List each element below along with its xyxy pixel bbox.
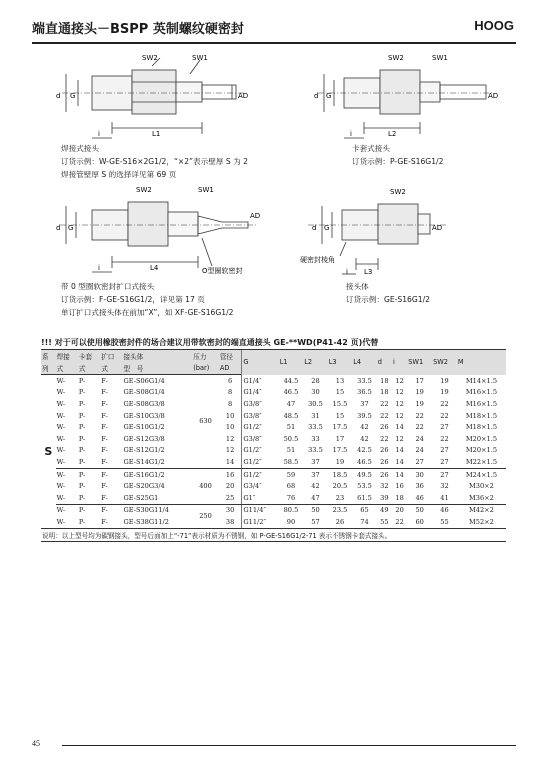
table-cell: 36.5 [357, 388, 372, 397]
table-cell: 51 [286, 423, 296, 432]
table-cell: 16 [225, 470, 235, 479]
table-cell: M36×2 [457, 492, 506, 504]
table-cell: 19 [440, 376, 449, 385]
table-cell: 32 [380, 482, 389, 491]
table-row [41, 387, 506, 399]
table-cell: 47 [286, 399, 296, 408]
table-cell: GE-S08G3/8 [123, 399, 165, 408]
table-cell: 42 [360, 423, 369, 432]
table-cell: 14 [392, 456, 407, 468]
table-cell: 26 [328, 516, 353, 528]
table-cell: 23 [328, 492, 353, 504]
table-cell: 17 [335, 434, 345, 443]
table-cell: 14 [395, 470, 404, 479]
table-cell: M30×2 [469, 482, 494, 491]
table-cell: 15.5 [332, 399, 348, 408]
table-cell: P- [78, 446, 86, 455]
label-g: G [68, 224, 74, 232]
table-cell: 46.5 [283, 388, 299, 397]
table-cell: GE-S38G11/2 [123, 516, 193, 528]
table-cell: 12 [395, 411, 404, 420]
table-cell: 14 [395, 446, 404, 455]
fig3-caption [61, 280, 234, 319]
table-cell: 59 [286, 470, 296, 479]
column-header: 系 [41, 350, 56, 363]
column-header: 型 号 [123, 362, 193, 375]
table-cell: 30 [225, 506, 235, 515]
table-cell: 27 [440, 470, 449, 479]
column-header: 式 [78, 362, 100, 375]
table-cell: 17.5 [332, 446, 348, 455]
table-cell: 49.5 [357, 470, 372, 479]
table-cell: 22 [440, 399, 449, 408]
table-cell: GE-S30G11/4 [123, 506, 169, 515]
page-number: 45 [32, 739, 40, 748]
label-i: i [346, 268, 348, 276]
footer-rule [62, 745, 516, 746]
column-header: L4 [352, 350, 377, 375]
table-cell: 27 [432, 456, 457, 468]
label-g: G [326, 92, 332, 100]
table-row [41, 480, 506, 492]
table-cell: 12 [395, 399, 404, 408]
table-cell: 50 [311, 506, 320, 515]
fig4-order-example: 订货示例：GE-S16G1/2 [346, 295, 430, 304]
fig1-title: 焊接式接头 [61, 144, 99, 153]
label-sw2: SW2 [142, 54, 158, 62]
table-cell: 24 [415, 446, 424, 455]
table-cell: 27 [440, 423, 449, 432]
table-cell: 18 [380, 388, 389, 397]
table-cell: GE-S10G1/2 [123, 423, 165, 432]
table-cell: M18×1.5 [465, 423, 498, 432]
table-cell: 48.5 [283, 411, 299, 420]
column-header: L2 [303, 350, 328, 375]
table-cell: F- [101, 399, 108, 408]
column-header: L3 [328, 350, 353, 375]
table-cell: W- [56, 446, 66, 455]
fig3-order-example: 订货示例：F-GE-S16G1/2，详见第 17 页 [61, 295, 205, 304]
table-cell: M16×1.5 [465, 388, 498, 397]
table-cell: P- [78, 399, 86, 408]
table-cell: W- [56, 470, 66, 479]
column-header: 接头体 [123, 350, 193, 363]
table-cell: W- [56, 516, 78, 528]
table-cell: P- [78, 516, 100, 528]
table-cell: 42 [360, 434, 369, 443]
table-cell: 58.5 [279, 456, 304, 468]
table-cell: F- [101, 411, 108, 420]
table-cell: 31 [311, 411, 320, 420]
table-cell: W- [56, 423, 66, 432]
table-cell: P- [78, 506, 86, 515]
column-header: d [377, 350, 392, 375]
table-cell: 14 [219, 456, 242, 468]
table-cell: 15 [335, 411, 345, 420]
table-cell: 22 [415, 423, 424, 432]
table-cell: 22 [415, 411, 424, 420]
table-cell: G1/4″ [242, 375, 279, 387]
label-i: i [98, 264, 100, 272]
fig3-note: 单订扩口式接头体在前加“X”，如 XF-GE-S16G1/2 [61, 308, 234, 317]
table-row [41, 433, 506, 445]
label-d: d [56, 92, 61, 100]
table-cell: 6 [228, 376, 233, 385]
table-cell: 22 [380, 411, 389, 420]
table-cell: W- [56, 506, 66, 515]
pressure-cell: 250 [192, 504, 219, 528]
table-cell: 12 [395, 376, 404, 385]
table-cell: 27 [407, 456, 432, 468]
recommendation-note: !!! 对于可以使用橡胶密封件的场合建议用带软密封的端直通接头 GE-**WD(P41-42 页)代替 [41, 338, 379, 347]
table-cell: P- [78, 411, 86, 420]
table-cell: 30.5 [308, 399, 323, 408]
table-cell: 33.5 [357, 376, 372, 385]
table-cell: M42×2 [469, 506, 494, 515]
table-cell: 51 [286, 446, 296, 455]
table-cell: M14×1.5 [465, 376, 498, 385]
column-header: 式 [100, 362, 122, 375]
table-cell: 33.5 [308, 423, 323, 432]
table-cell: 10 [225, 423, 235, 432]
table-row [41, 468, 506, 480]
spec-table [41, 349, 506, 542]
table-cell: W- [56, 492, 78, 504]
table-cell: F- [101, 506, 108, 515]
table-cell: 37 [311, 470, 320, 479]
column-header: 列 [41, 362, 56, 375]
table-cell: 68 [286, 482, 296, 491]
diagram-welded-fitting [52, 52, 252, 144]
table-cell: G11/4″ [242, 504, 279, 516]
table-cell: GE-S12G1/2 [123, 446, 165, 455]
table-cell: 28 [311, 376, 320, 385]
table-cell: GE-S08G1/4 [123, 388, 165, 397]
header-rule [32, 42, 516, 44]
label-sw2: SW2 [136, 186, 152, 194]
table-cell: 12 [225, 446, 235, 455]
table-cell: 30 [311, 388, 320, 397]
fig4-title: 接头体 [346, 282, 369, 291]
column-header: 卡套 [78, 350, 100, 363]
label-d: d [314, 92, 319, 100]
column-header: M [457, 350, 506, 375]
table-cell: F- [101, 423, 108, 432]
table-cell: GE-S06G1/4 [123, 376, 165, 385]
table-cell: 30 [415, 470, 424, 479]
table-cell: 60 [407, 516, 432, 528]
table-cell: F- [100, 456, 122, 468]
column-header: SW1 [407, 350, 432, 375]
diagram-flared-oring-fitting [52, 184, 272, 280]
table-cell: G1/2″ [242, 421, 279, 433]
table-cell: 8 [228, 388, 233, 397]
series-cell: S [41, 375, 56, 529]
table-cell: 61.5 [352, 492, 377, 504]
table-cell: M52×2 [457, 516, 506, 528]
table-row [41, 398, 506, 410]
table-cell: 50.5 [283, 434, 299, 443]
label-l3: L3 [364, 268, 373, 276]
table-cell: 90 [279, 516, 304, 528]
table-cell: F- [101, 470, 108, 479]
table-cell: 12 [225, 434, 235, 443]
label-ad: AD [432, 224, 443, 232]
table-cell: G1/2″ [242, 456, 279, 468]
table-cell: 25 [219, 492, 242, 504]
table-cell: G3/8″ [242, 410, 279, 422]
page-title: 端直通接头－BSPP 英制螺纹硬密封 [32, 22, 244, 37]
table-cell: 24 [415, 434, 424, 443]
table-cell: G1/2″ [242, 468, 279, 480]
table-cell: W- [56, 376, 66, 385]
label-g: G [324, 224, 330, 232]
table-cell: M20×1.5 [465, 434, 498, 443]
column-header: (bar) [192, 362, 219, 375]
table-row [41, 445, 506, 457]
table-cell: 39 [377, 492, 392, 504]
table-cell: GE-S12G3/8 [123, 434, 165, 443]
table-cell: F- [101, 482, 108, 491]
table-cell: P- [78, 434, 86, 443]
table-cell: G1″ [242, 492, 279, 504]
table-cell: G3/8″ [242, 433, 279, 445]
table-cell: M20×1.5 [465, 446, 498, 455]
fig1-note: 焊接管壁厚 S 的选择详见第 69 页 [61, 170, 177, 179]
label-sw1: SW1 [192, 54, 208, 62]
table-cell: 20 [395, 506, 404, 515]
fig1-order-example: 订货示例：W-GE-S16×2G1/2，“×2”表示壁厚 S 为 2 [61, 157, 248, 166]
table-cell: 17 [415, 376, 424, 385]
table-cell: W- [56, 434, 66, 443]
label-l4: L4 [150, 264, 159, 272]
column-header: AD [219, 362, 242, 375]
table-cell: 26 [380, 470, 389, 479]
table-cell: 26 [380, 423, 389, 432]
table-cell: 15 [335, 388, 345, 397]
table-row [41, 492, 506, 504]
table-cell: GE-S14G1/2 [123, 456, 193, 468]
label-sw2: SW2 [388, 54, 404, 62]
column-header: i [392, 350, 407, 375]
pressure-cell: 400 [192, 468, 219, 504]
table-cell: 16 [395, 482, 404, 491]
table-cell: 22 [392, 516, 407, 528]
table-cell: 74 [352, 516, 377, 528]
table-cell: 18 [392, 492, 407, 504]
table-cell: F- [101, 376, 108, 385]
label-sw2: SW2 [390, 188, 406, 196]
table-cell: 36 [415, 482, 424, 491]
table-cell: 13 [335, 376, 345, 385]
table-cell: 20.5 [332, 482, 348, 491]
label-g: G [70, 92, 76, 100]
column-header: L1 [279, 350, 304, 375]
label-seal-edge: 硬密封棱角 [300, 256, 335, 264]
table-footnote-row [41, 528, 506, 541]
table-cell: 42.5 [357, 446, 372, 455]
table-cell: 22 [440, 434, 449, 443]
table-cell: 41 [432, 492, 457, 504]
label-i: i [350, 130, 352, 138]
table-cell: 33.5 [308, 446, 323, 455]
table-cell: 19 [415, 388, 424, 397]
table-row [41, 410, 506, 422]
table-cell: P- [78, 492, 100, 504]
table-cell: 22 [380, 434, 389, 443]
diagram-bite-type-fitting [310, 52, 500, 144]
table-cell: W- [56, 399, 66, 408]
label-i: i [98, 130, 100, 138]
table-row [41, 375, 506, 387]
table-cell: 27 [440, 446, 449, 455]
table-cell: 22 [380, 399, 389, 408]
table-cell: 22 [440, 411, 449, 420]
table-cell: W- [56, 456, 78, 468]
table-cell: 49 [380, 506, 389, 515]
fig2-order-example: 订货示例：P-GE-S16G1/2 [352, 157, 444, 166]
table-cell: 76 [279, 492, 304, 504]
table-cell: P- [78, 423, 86, 432]
table-footnote: 说明：以上型号均为碳钢接头，型号后面加上“-71”表示材质为不锈钢，如 P-GE-S16G1/2-71 表示不锈钢卡套式接头。 [41, 528, 506, 541]
table-cell: 37 [360, 399, 369, 408]
table-cell: G11/2″ [242, 516, 279, 528]
table-cell: 32 [440, 482, 449, 491]
table-cell: 39.5 [357, 411, 372, 420]
label-sw1: SW1 [198, 186, 214, 194]
table-cell: 14 [395, 423, 404, 432]
label-l2: L2 [388, 130, 397, 138]
table-cell: F- [101, 388, 108, 397]
table-cell: 47 [303, 492, 328, 504]
table-cell: 46 [440, 506, 449, 515]
table-cell: 65 [360, 506, 369, 515]
table-cell: 57 [303, 516, 328, 528]
pressure-cell: 630 [192, 375, 219, 469]
table-cell: 26 [380, 446, 389, 455]
label-d: d [312, 224, 317, 232]
table-cell: 53.5 [357, 482, 372, 491]
brand-logo-text: HOOG [474, 18, 514, 33]
label-sw1: SW1 [432, 54, 448, 62]
table-cell: 20 [225, 482, 235, 491]
table-row [41, 516, 506, 528]
table-cell: W- [56, 388, 66, 397]
column-header: 扩口 [100, 350, 122, 363]
table-cell: GE-S20G3/4 [123, 482, 165, 491]
table-cell: M18×1.5 [465, 411, 498, 420]
table-header-row-1 [41, 350, 506, 363]
table-cell: M16×1.5 [465, 399, 498, 408]
table-cell: G3/8″ [242, 398, 279, 410]
table-row [41, 504, 506, 516]
table-cell: F- [101, 434, 108, 443]
table-cell: P- [78, 376, 86, 385]
table-cell: 46 [407, 492, 432, 504]
table-cell: GE-S16G1/2 [123, 470, 165, 479]
table-cell: P- [78, 470, 86, 479]
table-cell: G1/4″ [242, 387, 279, 399]
label-d: d [56, 224, 61, 232]
label-ad: AD [238, 92, 249, 100]
table-cell: G1/2″ [242, 445, 279, 457]
column-header: 压力 [192, 350, 219, 363]
table-cell: 55 [432, 516, 457, 528]
column-header: 焊接 [56, 350, 78, 363]
table-cell: 12 [395, 434, 404, 443]
table-cell: 26 [377, 456, 392, 468]
table-cell: F- [100, 492, 122, 504]
table-cell: M24×1.5 [465, 470, 498, 479]
table-cell: 19 [440, 388, 449, 397]
table-cell: GE-S25G1 [123, 492, 193, 504]
table-cell: 46.5 [352, 456, 377, 468]
table-cell: 10 [225, 411, 235, 420]
table-cell: 23.5 [332, 506, 348, 515]
fig3-title: 带 0 型圈软密封扩口式接头 [61, 282, 155, 291]
table-cell: P- [78, 388, 86, 397]
table-cell: 55 [377, 516, 392, 528]
table-cell: 42 [311, 482, 320, 491]
fig2-title: 卡套式接头 [352, 144, 390, 153]
table-cell: 17.5 [332, 423, 348, 432]
fig2-caption [352, 142, 443, 168]
table-cell: F- [101, 446, 108, 455]
label-oring: O型圈软密封 [202, 267, 243, 275]
table-row [41, 456, 506, 468]
table-cell: 8 [228, 399, 233, 408]
table-cell: 50 [415, 506, 424, 515]
label-ad: AD [488, 92, 499, 100]
table-row [41, 421, 506, 433]
fig4-caption [346, 280, 430, 306]
column-header: G [242, 350, 279, 375]
table-cell: G3/4″ [242, 480, 279, 492]
table-cell: 18.5 [332, 470, 348, 479]
table-cell: W- [56, 411, 66, 420]
table-cell: 19 [415, 399, 424, 408]
table-cell: 44.5 [283, 376, 299, 385]
table-cell: 80.5 [283, 506, 299, 515]
column-header: SW2 [432, 350, 457, 375]
table-cell: W- [56, 482, 66, 491]
table-cell: P- [78, 456, 100, 468]
table-cell: 19 [328, 456, 353, 468]
table-cell: P- [78, 482, 86, 491]
label-ad: AD [250, 212, 261, 220]
label-l1: L1 [152, 130, 161, 138]
fig1-caption [61, 142, 248, 181]
table-cell: 12 [395, 388, 404, 397]
table-cell: GE-S10G3/8 [123, 411, 165, 420]
table-cell: 18 [380, 376, 389, 385]
column-header: 式 [56, 362, 78, 375]
table-cell: M22×1.5 [457, 456, 506, 468]
table-cell: 37 [303, 456, 328, 468]
diagram-fitting-body [300, 184, 460, 280]
table-cell: 38 [219, 516, 242, 528]
table-cell: 33 [311, 434, 320, 443]
table-cell: F- [100, 516, 122, 528]
column-header: 管径 [219, 350, 242, 363]
